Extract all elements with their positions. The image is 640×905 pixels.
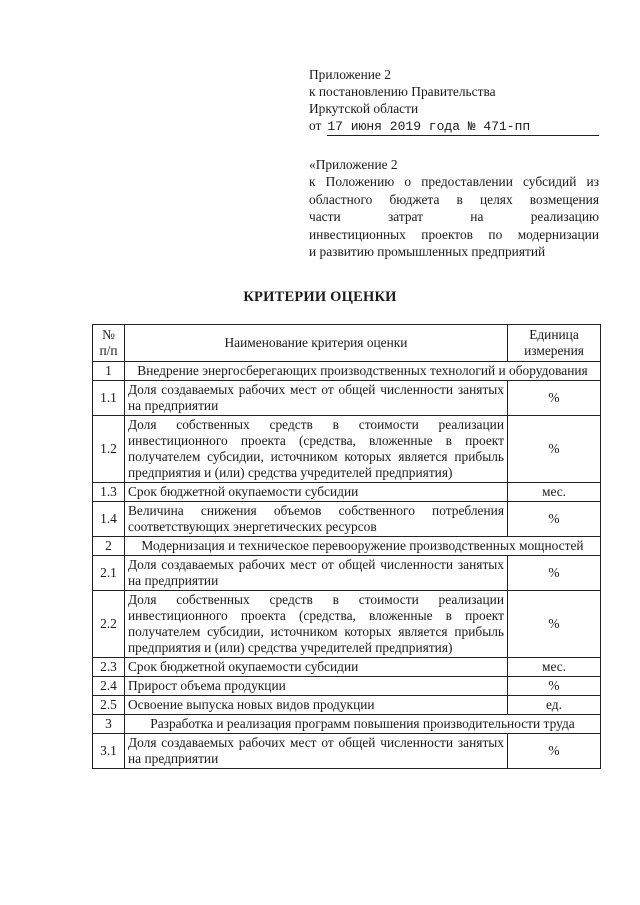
- reference-block: [309, 156, 599, 260]
- criterion-name: Доля создаваемых рабочих мест от общей численности занятых на предприятии: [125, 556, 508, 591]
- row-number: 3: [93, 715, 125, 734]
- criterion-name: Прирост объема продукции: [125, 677, 508, 696]
- criterion-unit: мес.: [508, 658, 601, 677]
- section-title: Внедрение энергосберегающих производственных технологий и оборудования: [125, 362, 601, 381]
- section-title: Модернизация и техническое перевооружение производственных мощностей: [125, 537, 601, 556]
- appendix-date-line: [309, 117, 599, 136]
- table-row: [93, 416, 601, 483]
- row-number: 1.3: [93, 483, 125, 502]
- table-row: [93, 591, 601, 658]
- criterion-name: Величина снижения объемов собственного потребления соответствующих энергетических ресурсов: [125, 502, 508, 537]
- criterion-unit: %: [508, 591, 601, 658]
- criterion-name: Освоение выпуска новых видов продукции: [125, 696, 508, 715]
- table-row: [93, 658, 601, 677]
- row-number: 2.4: [93, 677, 125, 696]
- row-number: 3.1: [93, 734, 125, 769]
- appendix-number: Приложение 2: [309, 67, 391, 82]
- criterion-name: Доля создаваемых рабочих мест от общей численности занятых на предприятии: [125, 381, 508, 416]
- table-row: [93, 483, 601, 502]
- reference-line: к Положению о предоставлении субсидий из: [309, 174, 599, 190]
- row-number: 2.5: [93, 696, 125, 715]
- date-prefix: от: [309, 118, 322, 133]
- row-number: 1.4: [93, 502, 125, 537]
- criterion-unit: %: [508, 556, 601, 591]
- table-row: [93, 556, 601, 591]
- appendix-header: [309, 66, 599, 136]
- table-row: [93, 381, 601, 416]
- row-number: 2: [93, 537, 125, 556]
- table-row: [93, 502, 601, 537]
- criterion-unit: %: [508, 381, 601, 416]
- criterion-name: Срок бюджетной окупаемости субсидии: [125, 483, 508, 502]
- table-row: [93, 696, 601, 715]
- criterion-name: Доля создаваемых рабочих мест от общей численности занятых на предприятии: [125, 734, 508, 769]
- criterion-unit: ед.: [508, 696, 601, 715]
- section-title: Разработка и реализация программ повышения производительности труда: [125, 715, 601, 734]
- appendix-region: Иркутской области: [309, 101, 419, 116]
- criterion-unit: %: [508, 734, 601, 769]
- reference-line: областного бюджета в целях возмещения: [309, 191, 599, 207]
- header-unit: Единица измерения: [508, 325, 601, 362]
- header-num: № п/п: [93, 325, 125, 362]
- reference-line: и развитию промышленных предприятий: [309, 244, 546, 260]
- criterion-name: Доля собственных средств в стоимости реализации инвестиционного проекта (средства, вложенные в проект получателем субсидии, источником которых является прибыль предприятия и (или) средства учредителей предприятия): [125, 591, 508, 658]
- criterion-unit: %: [508, 502, 601, 537]
- row-number: 2.3: [93, 658, 125, 677]
- table-row: [93, 677, 601, 696]
- criteria-table: [92, 324, 601, 769]
- criterion-unit: %: [508, 677, 601, 696]
- row-number: 2.2: [93, 591, 125, 658]
- reference-line: части затрат на реализацию: [309, 209, 599, 225]
- criterion-unit: мес.: [508, 483, 601, 502]
- appendix-resolution: к постановлению Правительства: [309, 84, 496, 99]
- date-filled: 17 июня 2019 года № 471-пп: [327, 118, 599, 136]
- row-number: 1.2: [93, 416, 125, 483]
- table-header-row: [93, 325, 601, 362]
- row-number: 1: [93, 362, 125, 381]
- row-number: 2.1: [93, 556, 125, 591]
- header-name: Наименование критерия оценки: [125, 325, 508, 362]
- reference-line: «Приложение 2: [309, 157, 398, 172]
- criterion-name: Срок бюджетной окупаемости субсидии: [125, 658, 508, 677]
- reference-line: инвестиционных проектов по модернизации: [309, 226, 599, 242]
- table-row: [93, 734, 601, 769]
- page-title: КРИТЕРИИ ОЦЕНКИ: [243, 289, 397, 305]
- criterion-name: Доля собственных средств в стоимости реализации инвестиционного проекта (средства, вложенные в проект получателем субсидии, источником которых является прибыль предприятия и (или) средства учредителей предприятия): [125, 416, 508, 483]
- row-number: 1.1: [93, 381, 125, 416]
- criterion-unit: %: [508, 416, 601, 483]
- section-row: [93, 537, 601, 556]
- section-row: [93, 715, 601, 734]
- section-row: [93, 362, 601, 381]
- criteria-body: [93, 362, 601, 769]
